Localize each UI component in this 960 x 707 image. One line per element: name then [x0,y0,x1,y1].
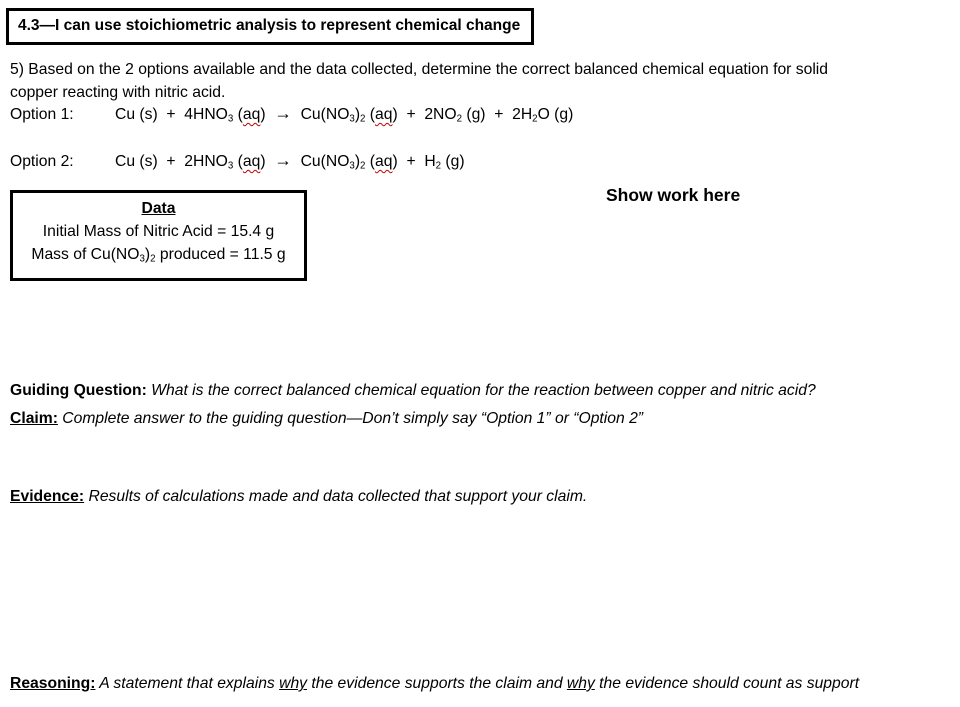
lesson-objective-text: 4.3—I can use stoichiometric analysis to represent chemical change [18,17,521,34]
evidence-row [10,488,587,506]
claim-label: Claim: [10,410,58,427]
guiding-question-label: Guiding Question: [10,382,147,399]
guiding-question-text: What is the correct balanced chemical equation for the reaction between copper and nitric acid? [146,382,816,399]
reasoning-row [10,675,859,693]
data-line-produced-mass: Mass of $Cu(NO_3)_2$ produced = 11.5 g [31,246,286,265]
reasoning-label: Reasoning: [10,675,96,692]
option-2-label: Option 2: [10,153,74,170]
claim-text: Complete answer to the guiding question—Don’t simply say “Option 1” or “Option 2” [57,410,644,427]
question-line-2: copper reacting with nitric acid. [10,84,226,101]
reasoning-text: A statement that explains why the evidence supports the claim and why the evidence should count as support [95,675,860,692]
lesson-objective-box [6,8,534,45]
option-2-row [10,150,465,172]
option-1-equation: Cu $(s) + 4HNO_3$ $(aq) \to Cu(NO_3)_2$ $(aq) + 2NO_2$ $(g) + 2H_2O$ (g) [115,103,574,125]
show-work-heading: Show work here [606,185,741,205]
option-2-equation: Cu $(s) + 2HNO_3$ $(aq) \to Cu(NO_3)_2$ $(aq) + H_2$ (g) [115,150,465,172]
data-line-initial-mass: Initial Mass of Nitric Acid = 15.4 g [42,223,275,240]
claim-row [10,410,643,428]
guiding-question-row [10,382,816,400]
data-box-title: Data [141,200,176,217]
evidence-label: Evidence: [10,488,85,505]
option-1-label: Option 1: [10,106,74,123]
data-box [10,190,307,281]
question-text [10,58,828,104]
question-line-1: 5) Based on the 2 options available and the data collected, determine the correct balanced chemical equation for solid [10,61,829,78]
option-1-row [10,103,573,125]
evidence-text: Results of calculations made and data collected that support your claim. [84,488,588,505]
